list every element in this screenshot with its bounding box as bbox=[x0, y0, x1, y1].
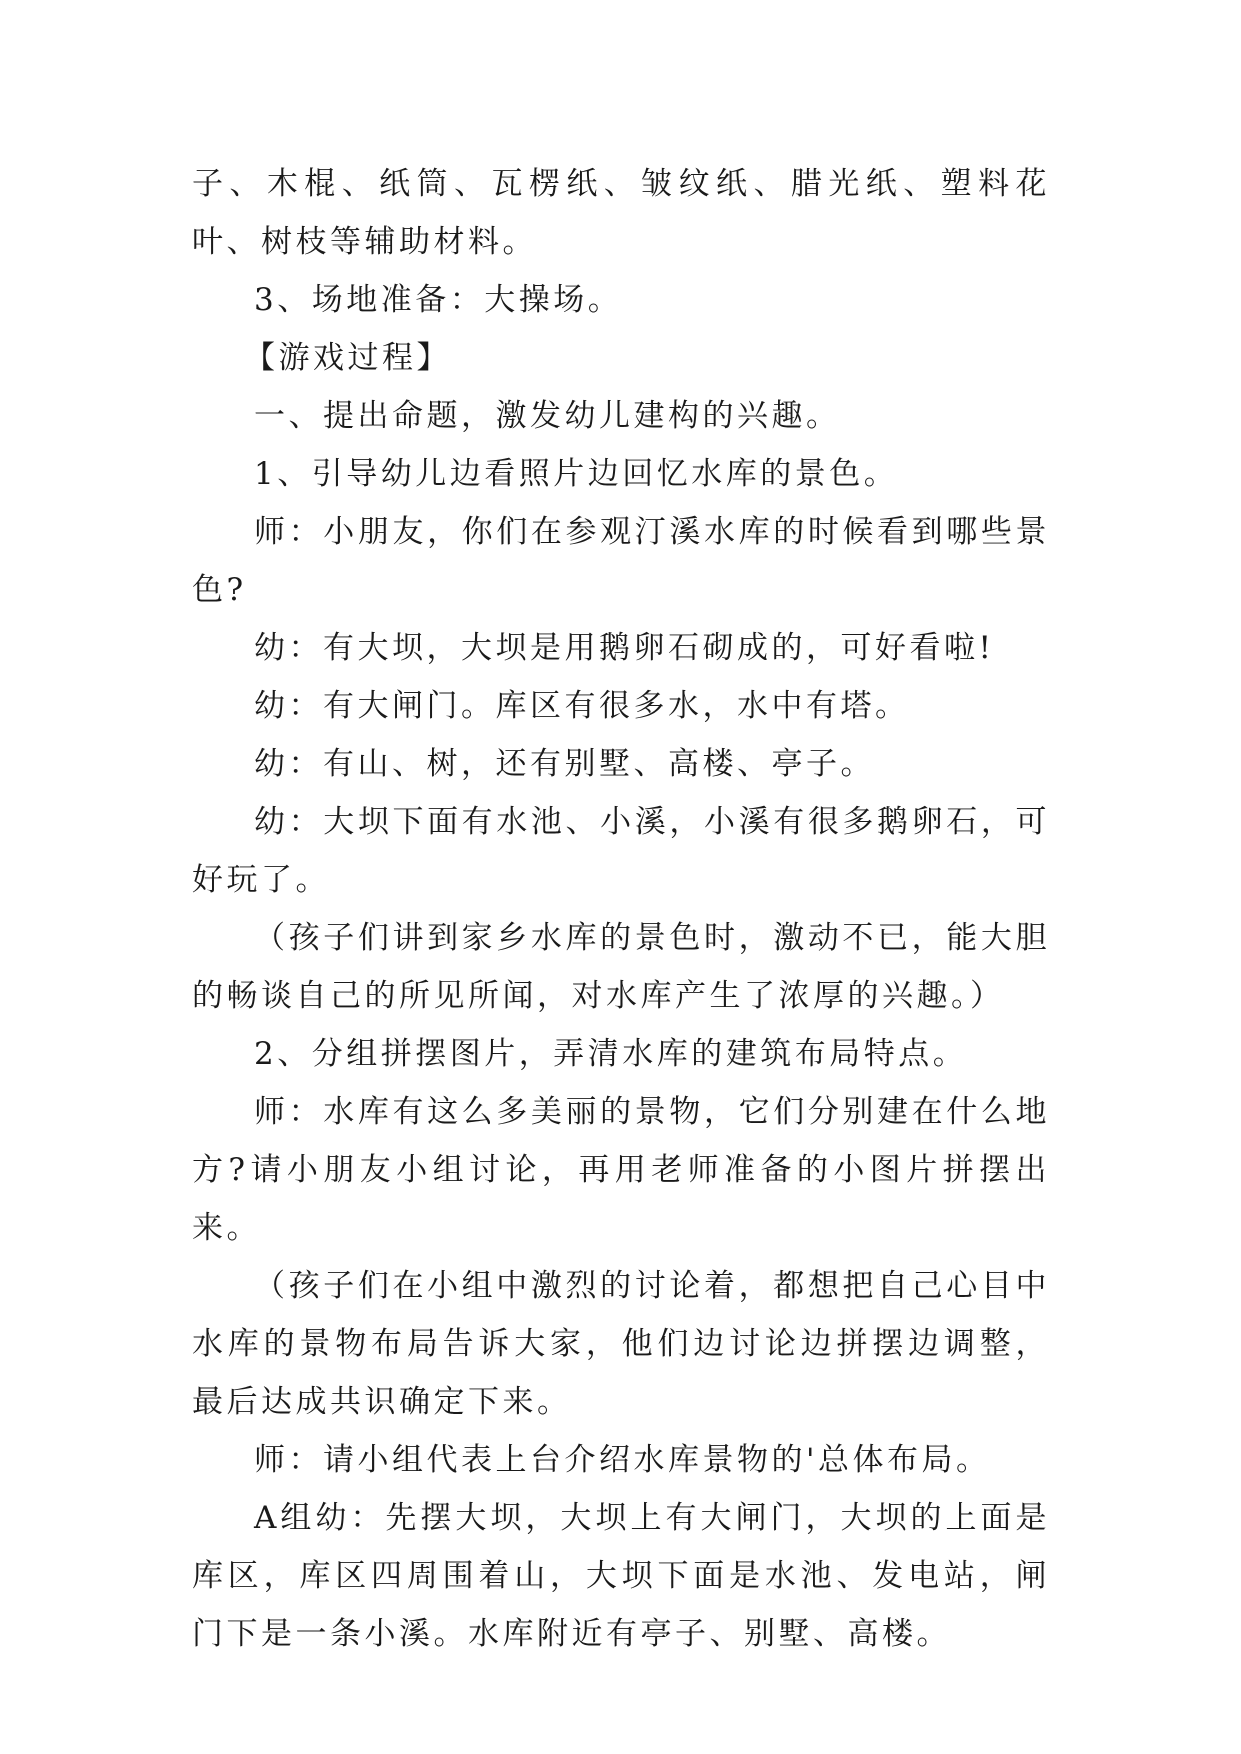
dialogue-child-pool: 幼：大坝下面有水池、小溪，小溪有很多鹅卵石，可好玩了。 bbox=[192, 804, 1050, 898]
paragraph-observation-2: （孩子们在小组中激烈的讨论着，都想把自己心目中水库的景物布局告诉大家，他们边讨论边拼摆边调整，最后达成共识确定下来。 bbox=[192, 1268, 1050, 1420]
dialogue-child-gate: 幼：有大闸门。库区有很多水，水中有塔。 bbox=[254, 688, 910, 724]
dialogue-teacher-question: 师：小朋友，你们在参观汀溪水库的时候看到哪些景色? bbox=[192, 514, 1050, 608]
dialogue-group-a: A组幼：先摆大坝，大坝上有大闸门，大坝的上面是库区，库区四周围着山，大坝下面是水池、发电站，闸门下是一条小溪。水库附近有亭子、别墅、高楼。 bbox=[192, 1500, 1050, 1652]
paragraph-step-one-1: 1、引导幼儿边看照片边回忆水库的景色。 bbox=[254, 456, 899, 492]
paragraph-venue-preparation: 3、场地准备：大操场。 bbox=[254, 282, 623, 318]
paragraph-observation-1: （孩子们讲到家乡水库的景色时，激动不已，能大胆的畅谈自己的所见所闻，对水库产生了浓厚的兴趣。） bbox=[192, 920, 1050, 1014]
paragraph-materials-continued: 子、木棍、纸筒、瓦楞纸、皱纹纸、腊光纸、塑料花叶、树枝等辅助材料。 bbox=[192, 166, 1050, 260]
document-page bbox=[192, 155, 1050, 1663]
paragraph-step-one: 一、提出命题，激发幼儿建构的兴趣。 bbox=[254, 398, 841, 434]
dialogue-child-dam: 幼：有大坝，大坝是用鹅卵石砌成的，可好看啦! bbox=[254, 630, 995, 666]
section-heading-game-process: 【游戏过程】 bbox=[244, 340, 451, 376]
dialogue-teacher-layout: 师：水库有这么多美丽的景物，它们分别建在什么地方?请小朋友小组讨论，再用老师准备的小图片拼摆出来。 bbox=[192, 1094, 1050, 1246]
dialogue-teacher-present: 师：请小组代表上台介绍水库景物的'总体布局。 bbox=[254, 1442, 991, 1478]
paragraph-step-one-2: 2、分组拼摆图片，弄清水库的建筑布局特点。 bbox=[254, 1036, 968, 1072]
dialogue-child-mountains: 幼：有山、树，还有别墅、高楼、亭子。 bbox=[254, 746, 875, 782]
